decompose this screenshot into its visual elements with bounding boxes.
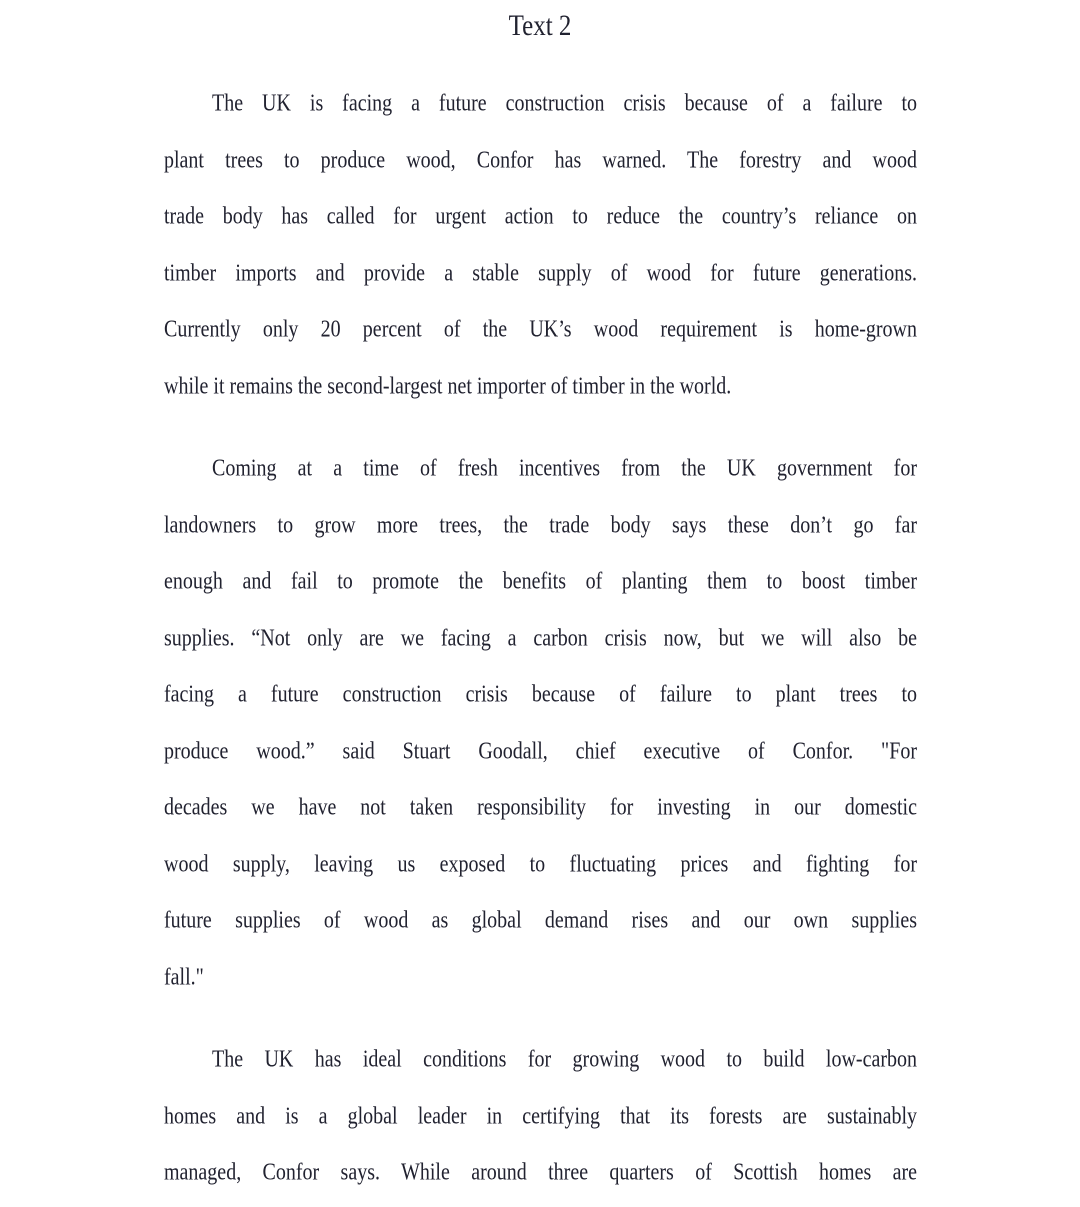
text-line: decades we have not taken responsibility for investing in our domestic (164, 793, 917, 821)
text-line: managed, Confor says. While around three quarters of Scottish homes are (164, 1158, 917, 1186)
paragraph (164, 440, 917, 1005)
paragraph (164, 1031, 917, 1201)
text-line: supplies. “Not only are we facing a carbon crisis now, but we will also be (164, 624, 917, 651)
text-line: fall." (164, 963, 204, 990)
document-body (164, 75, 917, 1201)
text-line: Coming at a time of fresh incentives from the UK government for (212, 454, 917, 482)
text-line: plant trees to produce wood, Confor has warned. The forestry and wood (164, 146, 917, 173)
text-line: produce wood.” said Stuart Goodall, chief executive of Confor. "For (164, 737, 917, 764)
text-line: enough and fail to promote the benefits of planting them to boost timber (164, 567, 917, 595)
text-line: trade body has called for urgent action to reduce the country’s reliance on (164, 202, 917, 230)
text-line: Currently only 20 percent of the UK’s wood requirement is home-grown (164, 315, 917, 343)
text-line: while it remains the second-largest net importer of timber in the world. (164, 372, 732, 399)
text-line: facing a future construction crisis because of failure to plant trees to (164, 680, 917, 708)
text-line: timber imports and provide a stable supply of wood for future generations. (164, 259, 917, 286)
text-line: homes and is a global leader in certifying that its forests are sustainably (164, 1102, 917, 1129)
paragraph (164, 75, 917, 414)
document-title: Text 2 (508, 10, 572, 42)
text-line: future supplies of wood as global demand rises and our own supplies (164, 906, 917, 934)
text-line: landowners to grow more trees, the trade body says these don’t go far (164, 511, 917, 538)
text-line: The UK is facing a future construction crisis because of a failure to (212, 89, 917, 117)
text-line: wood supply, leaving us exposed to fluctuating prices and fighting for (164, 850, 917, 877)
text-line: The UK has ideal conditions for growing wood to build low-carbon (212, 1045, 917, 1073)
